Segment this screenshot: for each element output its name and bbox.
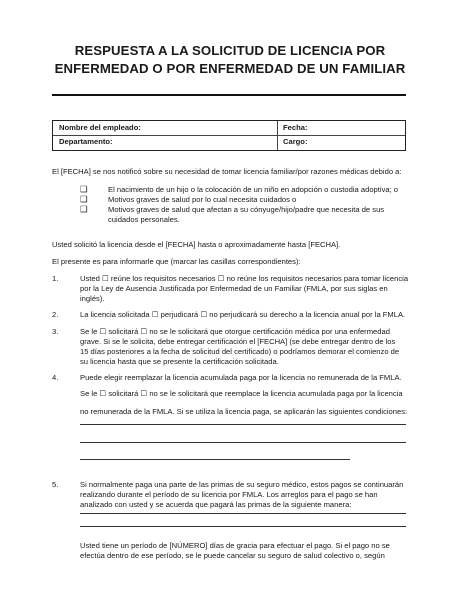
item-4-line-1: Puede elegir reemplazar la licencia acumulada paga por la licencia no remunerada de la FMLA.: [80, 373, 402, 382]
reason-family-health: Motivos graves de salud que afectan a su cónyuge/hijo/padre que necesita de sus: [108, 205, 385, 214]
item-2-line-1: La licencia solicitada ☐ perjudicará ☐ no perjudicará su derecho a la licencia anual por la FMLA.: [80, 310, 406, 319]
inform-line: El presente es para informarle que (marcar las casillas correspondientes):: [52, 257, 301, 266]
item-number-5: 5.: [52, 480, 59, 489]
payment-blank-line-2[interactable]: [80, 526, 406, 527]
employee-info-table: [52, 120, 406, 151]
reason-birth-adoption: El nacimiento de un hijo o la colocación de un niño en adopción o custodia adoptiva; o: [108, 185, 399, 194]
item-5-line-3: analizado con usted y se acuerda que pagará las primas de la siguiente manera:: [80, 500, 352, 509]
item-3-line-4: su licencia hasta que se presente la certificación solicitada.: [80, 357, 279, 366]
item-number-2: 2.: [52, 310, 59, 319]
checkbox-icon[interactable]: ❑: [80, 204, 88, 214]
item-number-4: 4.: [52, 373, 59, 382]
checkbox-icon[interactable]: ❑: [80, 194, 88, 204]
item-4-line-3: no remunerada de la FMLA. Si se utiliza la licencia paga, se aplicarán las siguientes condiciones:: [80, 407, 408, 416]
table-row-department: [53, 135, 405, 149]
item-1-line-1: Usted ☐ reúne los requisitos necesarios ☐ no reúne los requisitos necesarios para tomar licencia: [80, 274, 409, 283]
grace-line-2: efectúa dentro de ese período, se le puede cancelar su seguro de salud colectivo o, según: [80, 551, 385, 560]
item-number-3: 3.: [52, 327, 59, 336]
table-row-name: [53, 121, 405, 136]
reason-own-health: Motivos graves de salud por lo cual necesita cuidados o: [108, 195, 297, 204]
conditions-blank-line-2[interactable]: [80, 442, 406, 443]
item-3-line-1: Se le ☐ solicitará ☐ no se le solicitará que otorgue certificación médica por una enfermedad: [80, 327, 390, 336]
item-5-line-1: Si normalmente paga una parte de las primas de su seguro médico, estos pagos se continuarán: [80, 480, 404, 489]
item-3-line-3: 15 días posteriores a la fecha de solicitud del certificado) o podríamos demorar el comienzo de: [80, 347, 400, 356]
item-1-line-3: inglés).: [80, 294, 105, 303]
item-5-line-2: realizando durante el período de su licencia por FMLA. Los arreglos para el pago se han: [80, 490, 378, 499]
conditions-blank-line-1[interactable]: [80, 424, 406, 425]
item-number-1: 1.: [52, 274, 59, 283]
grace-line-1: Usted tiene un período de [NÚMERO] días de gracia para efectuar el pago. Si el pago no se: [80, 541, 390, 550]
requested-dates-line: Usted solicitó la licencia desde el [FECHA] hasta o aproximadamente hasta [FECHA].: [52, 240, 341, 249]
position-label: Cargo:: [283, 137, 308, 146]
item-3-line-2: grave. Si se le solicita, debe entregar certificación el [FECHA] (se debe entregar dentro de los: [80, 337, 396, 346]
item-1-line-2: por la Ley de Ausencia Justificada por Enfermedad de un Familiar (FMLA, por sus siglas en: [80, 284, 388, 293]
title-divider: [52, 94, 406, 96]
intro-paragraph: El [FECHA] se nos notificó sobre su necesidad de tomar licencia familiar/por razones médicas debido a:: [52, 167, 402, 176]
item-4-line-2: Se le ☐ solicitará ☐ no se le solicitará que reemplace la licencia acumulada paga por la licencia: [80, 389, 403, 398]
title-line-2: ENFERMEDAD O POR ENFERMEDAD DE UN FAMILIAR: [54, 61, 406, 76]
conditions-blank-line-3[interactable]: [80, 459, 350, 460]
department-label: Departamento:: [59, 137, 113, 146]
checkbox-icon[interactable]: ❑: [80, 184, 88, 194]
payment-blank-line-1[interactable]: [80, 513, 406, 514]
date-label: Fecha:: [283, 123, 308, 132]
reason-family-health-cont: cuidados personales.: [108, 215, 180, 224]
employee-name-label: Nombre del empleado:: [59, 123, 141, 132]
document-title: [40, 42, 420, 78]
title-line-1: RESPUESTA A LA SOLICITUD DE LICENCIA POR: [74, 43, 386, 58]
